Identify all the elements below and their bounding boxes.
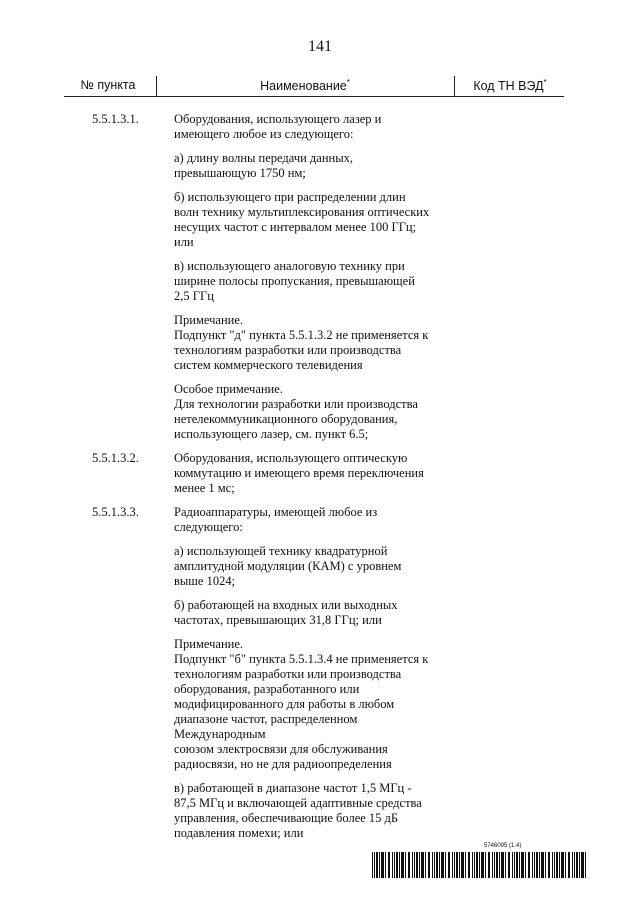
page-number: 141 bbox=[308, 38, 332, 55]
table-body bbox=[0, 112, 640, 850]
description-paragraph: а) длину волны передачи данных, превышающую 1750 нм; bbox=[174, 151, 353, 180]
description-paragraph: Радиоаппаратуры, имеющей любое из следующего: bbox=[174, 505, 378, 534]
note-paragraph: Примечание. Подпункт "д" пункта 5.5.1.3.2 не применяется к технологиям разработки или производства систем коммерческого телевидения bbox=[174, 313, 429, 372]
table-row bbox=[0, 505, 640, 841]
table-header bbox=[64, 74, 564, 97]
header-divider bbox=[156, 76, 157, 96]
description-paragraph: Оборудования, использующего лазер и имеющего любое из следующего: bbox=[174, 112, 382, 141]
header-name-mark: * bbox=[346, 78, 350, 87]
description-paragraph: в) работающей в диапазоне частот 1,5 МГц - 87,5 МГц и включающей адаптивные средства управления, обеспечивающие более 15 дБ подавления помехи; или bbox=[174, 781, 422, 840]
description-paragraph: а) использующей технику квадратурной амплитудной модуляции (КАМ) с уровнем выше 1024; bbox=[174, 544, 402, 588]
header-item-number: № пункта bbox=[80, 78, 136, 92]
item-description bbox=[174, 505, 444, 841]
header-code-mark: * bbox=[543, 78, 547, 87]
barcode-label: 5746095 (1.4) bbox=[484, 843, 522, 849]
header-name bbox=[160, 78, 450, 93]
header-code bbox=[456, 78, 564, 93]
special-note-paragraph: Особое примечание. Для технологии разработки или производства нетелекоммуникационного оборудования, использующего лазер, см. пункт 6.5; bbox=[174, 382, 418, 441]
item-description bbox=[174, 451, 444, 496]
item-number: 5.5.1.3.1. bbox=[92, 112, 139, 126]
table-row bbox=[0, 112, 640, 442]
note-paragraph: Примечание. Подпункт "б" пункта 5.5.1.3.4 не применяется к технологиям разработки или производства оборудования, разработанного или модифицированного для работы в любом диапазоне частот, распределенном Международным союзом электросвязи для обслуживания радиосвязи, но не для радиоопределения bbox=[174, 637, 429, 771]
barcode-image bbox=[372, 852, 588, 878]
item-number: 5.5.1.3.2. bbox=[92, 451, 139, 465]
item-number: 5.5.1.3.3. bbox=[92, 505, 139, 519]
header-name-text: Наименование bbox=[260, 79, 347, 94]
description-paragraph: б) работающей на входных или выходных частотах, превышающих 31,8 ГГц; или bbox=[174, 598, 398, 627]
table-row bbox=[0, 451, 640, 496]
description-paragraph: б) использующего при распределении длин волн технику мультиплексирования оптических несущих частот с интервалом менее 100 ГГц; или bbox=[174, 190, 430, 249]
header-code-text: Код ТН ВЭД bbox=[473, 79, 544, 94]
item-description bbox=[174, 112, 444, 442]
header-divider bbox=[454, 76, 455, 96]
description-paragraph: в) использующего аналоговую технику при ширине полосы пропускания, превышающей 2,5 ГГц bbox=[174, 259, 415, 303]
description-paragraph: Оборудования, использующего оптическую коммутацию и имеющего время переключения менее 1 мс; bbox=[174, 451, 424, 495]
